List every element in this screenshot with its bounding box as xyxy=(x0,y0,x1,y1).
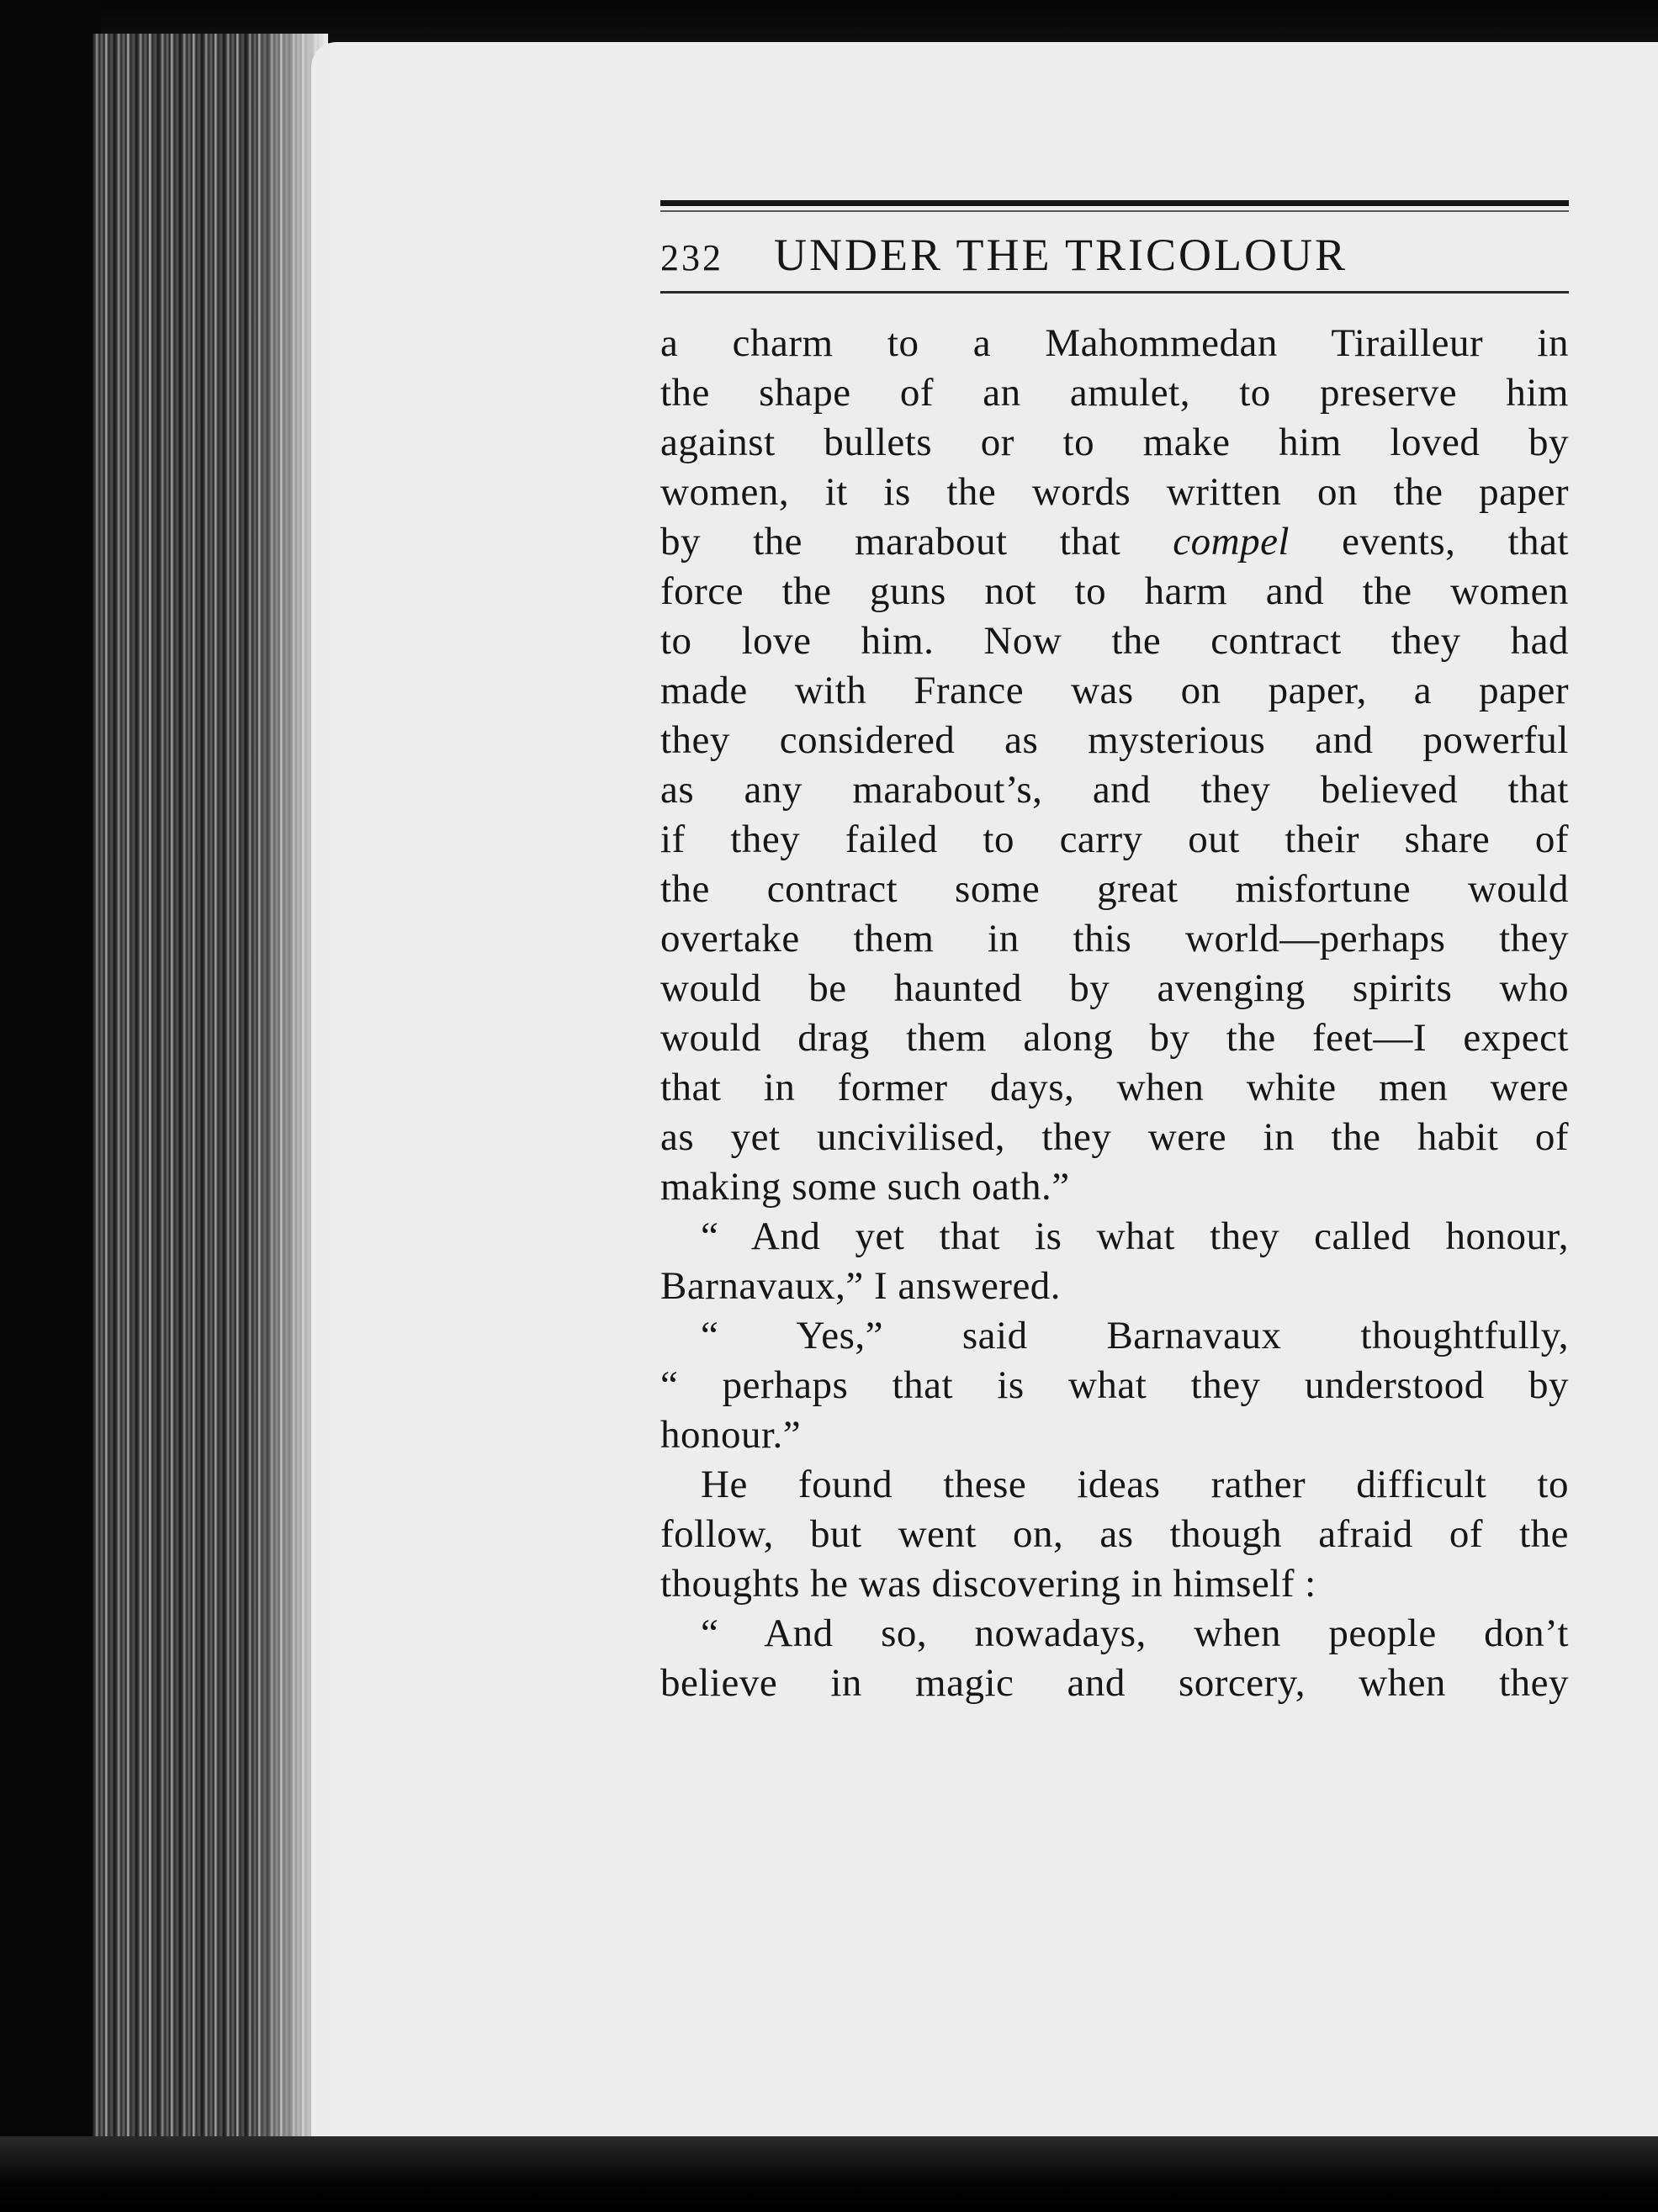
text-line: Barnavaux,” I answered. xyxy=(660,1264,1062,1308)
header-rule-top-thin xyxy=(660,210,1569,212)
text-line: the shape of an amulet, to preserve him xyxy=(660,371,1569,415)
book-edge-shadow xyxy=(252,34,328,2170)
text-line: overtake them in this world—perhaps they xyxy=(660,917,1569,960)
text-line: as any marabout’s, and they believed that xyxy=(660,768,1569,812)
book-page xyxy=(660,200,1569,1708)
text-line: “ perhaps that is what they understood by xyxy=(660,1363,1569,1407)
text-line: “ And yet that is what they called honour, xyxy=(701,1214,1569,1258)
header-rule-bottom xyxy=(660,291,1569,294)
text-line: thoughts he was discovering in himself : xyxy=(660,1562,1316,1606)
header-rule-top xyxy=(660,200,1569,206)
running-head xyxy=(660,229,1569,284)
running-title: UNDER THE TRICOLOUR xyxy=(774,230,1348,280)
text-line: by the marabout that compel events, that xyxy=(660,520,1569,564)
text-line: that in former days, when white men were xyxy=(660,1066,1569,1109)
body-text xyxy=(660,319,1569,1708)
text-line: against bullets or to make him loved by xyxy=(660,421,1569,464)
page-number: 232 xyxy=(660,237,723,278)
scan-background-left xyxy=(0,0,101,2212)
text-line: would drag them along by the feet—I expect xyxy=(660,1016,1569,1060)
scan-background-bottom xyxy=(0,2136,1658,2212)
text-line: they considered as mysterious and powerful xyxy=(660,718,1569,762)
text-line: if they failed to carry out their share of xyxy=(660,818,1569,861)
text-line: “ And so, nowadays, when people don’t xyxy=(701,1611,1569,1655)
text-line: honour.” xyxy=(660,1413,802,1457)
text-line: force the guns not to harm and the women xyxy=(660,569,1569,613)
text-line: a charm to a Mahommedan Tirailleur in xyxy=(660,321,1569,365)
text-line: women, it is the words written on the paper xyxy=(660,470,1569,514)
text-line: “ Yes,” said Barnavaux thoughtfully, xyxy=(701,1314,1569,1357)
text-line: He found these ideas rather difficult to xyxy=(701,1463,1569,1506)
text-line: the contract some great misfortune would xyxy=(660,867,1569,911)
italic-word: compel xyxy=(1173,520,1290,564)
text-line: to love him. Now the contract they had xyxy=(660,619,1569,663)
text-line: believe in magic and sorcery, when they xyxy=(660,1661,1569,1705)
text-line: made with France was on paper, a paper xyxy=(660,669,1569,712)
text-line: follow, but went on, as though afraid of the xyxy=(660,1512,1569,1556)
text-line: would be haunted by avenging spirits who xyxy=(660,966,1569,1010)
text-line: as yet uncivilised, they were in the habit of xyxy=(660,1115,1569,1159)
text-line: making some such oath.” xyxy=(660,1165,1070,1209)
